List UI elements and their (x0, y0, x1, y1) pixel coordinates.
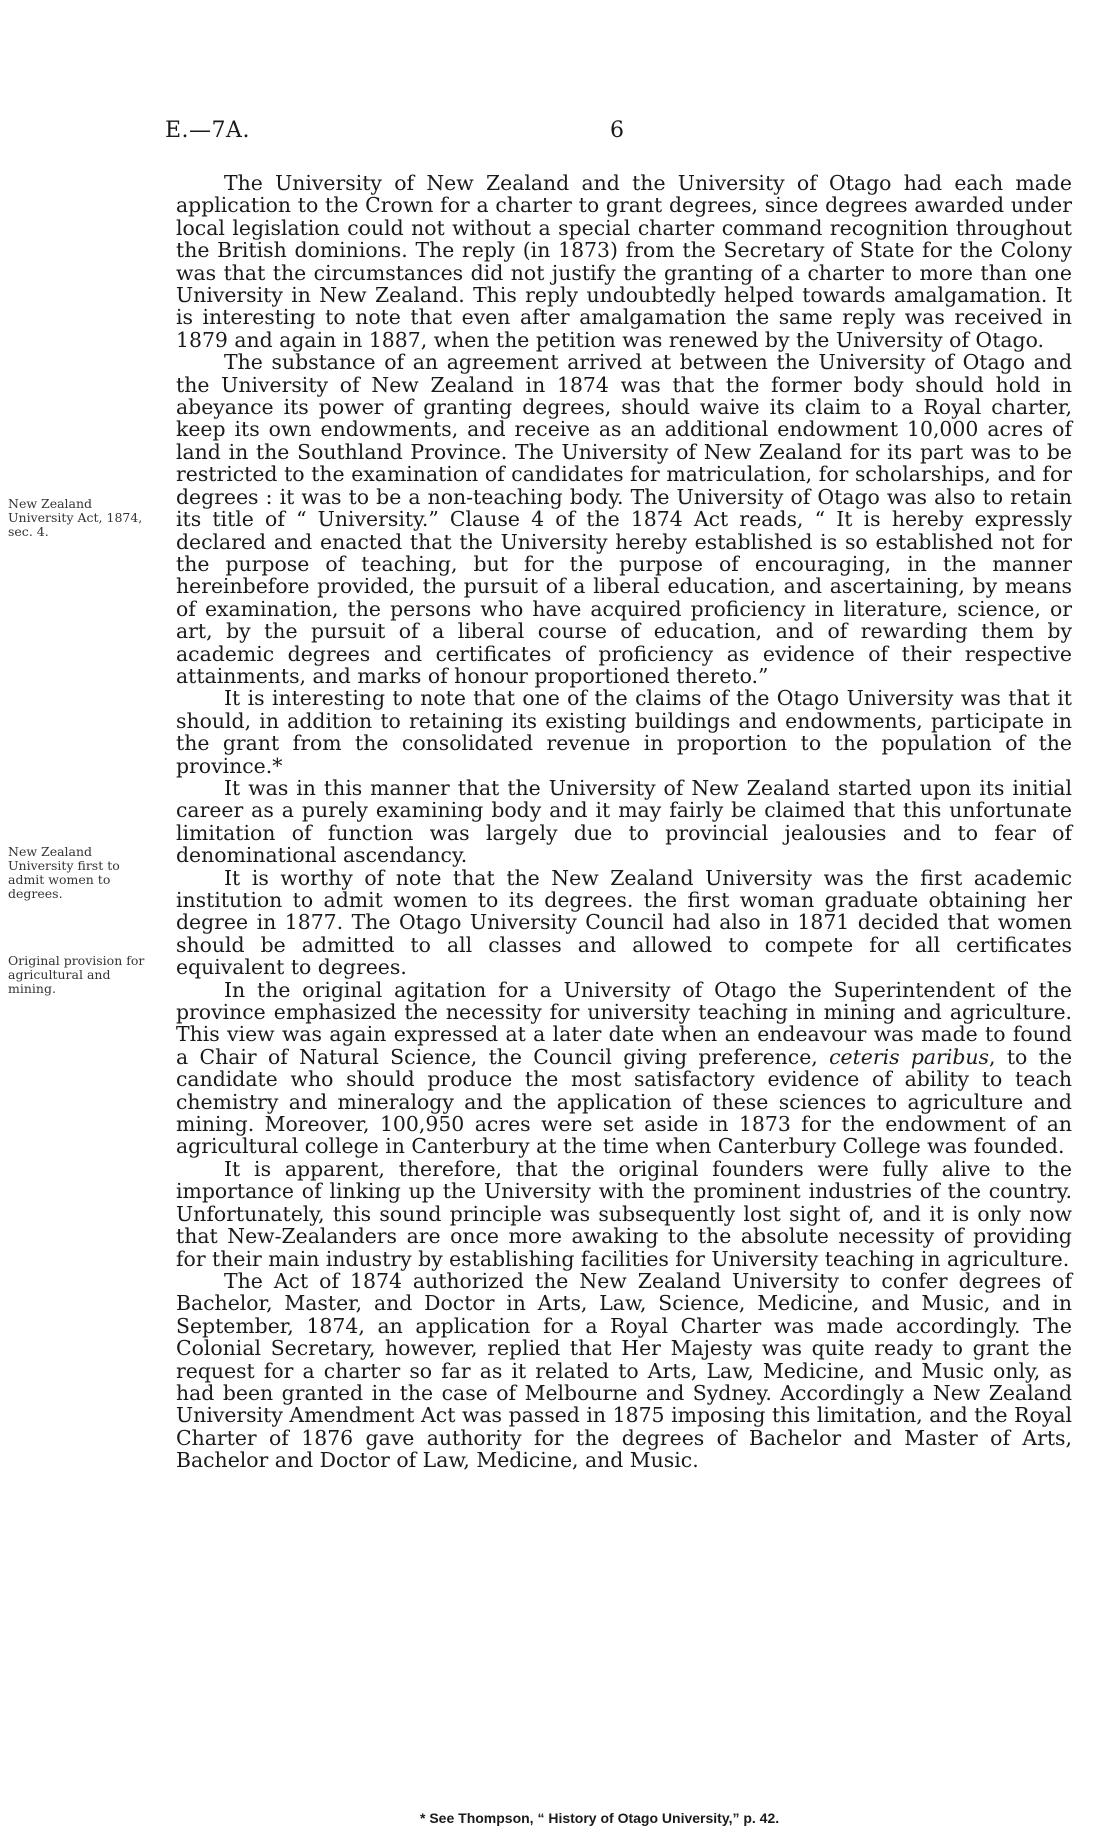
paragraph-act-1874: The Act of 1874 authorized the New Zealand University to confer degrees of Bachelor, Master, and Doctor in Arts, Law, Science, Medicine, and Music, and in September, 1874, an application for a Royal Charter was made accordingly. The Colonial Secretary, however, replied that Her Majesty was quite ready to grant the request for a charter so far as it related to Arts, Law, Medicine, and Music only, as had been granted in the case of Melbourne and Sydney. Accordingly a New Zealand University Amendment Act was passed in 1875 imposing this limitation, and the Royal Charter of 1876 gave authority for the degrees of Bachelor and Master of Arts, Bachelor and Doctor of Law, Medicine, and Music. (176, 1268, 1072, 1473)
paragraph-agriculture-text-after: , to the candidate who should produce the most satisfactory evidence of ability to teach chemistry and mineralogy and the application of these sciences to agriculture and mining. Moreover, 100,950 acres were set aside in 1873 for the endowment of an agricultural college in Canterbury at the time when Canterbury College was founded. (176, 1044, 1073, 1159)
paragraph-otago-claims: It is interesting to note that one of the claims of the Otago University was that it should, in addition to retaining its existing buildings and endowments, participate in the grant from the consolidated revenue in proportion to the population of the province.* (176, 686, 1072, 778)
paragraph-agreement: The substance of an agreement arrived at between the University of Otago and the University of New Zealand in 1874 was that the former body should hold in abeyance its power of granting degrees, should waive its claim to a Royal charter, keep its own endowments, and receive as an additional endowment 10,000 acres of land in the Southland Province. The University of New Zealand for its part was to be restricted to the examination of candidates for matriculation, for scholarships, and for degrees : it was to be a non-teaching body. The University of Otago was also to retain its title of “ University.” Clause 4 of the 1874 Act reads, “ It is hereby expressly declared and enacted that the University hereby established is so established not for the purpose of teaching, but for the purpose of encouraging, in the manner hereinbefore provided, the pursuit of a liberal education, and ascertaining, by means of examination, the persons who have acquired proficiency in literature, science, or art, by the pursuit of a liberal course of education, and of rewarding them by academic degrees and certificates of proficiency as evidence of their respective attainments, and marks of honour proportioned thereto.” (176, 350, 1072, 688)
main-text (176, 172, 1072, 1472)
margin-note-women-degrees: New Zealand University first to admit women to degrees. (8, 844, 120, 901)
paragraph-charter: The University of New Zealand and the University of Otago had each made application to the Crown for a charter to grant degrees, since degrees awarded under local legislation could not without a special charter command recognition throughout the British dominions. The reply (in 1873) from the Secretary of State for the Colony was that the circumstances did not justify the granting of a charter to more than one University in New Zealand. This reply undoubtedly helped towards amalgamation. It is interesting to note that even after amalgamation the same reply was received in 1879 and again in 1887, when the petition was renewed by the University of Otago. (176, 171, 1072, 352)
latin-phrase: ceteris paribus (829, 1044, 990, 1069)
paragraph-agriculture (176, 979, 1072, 1158)
paragraph-agriculture-text-before: In the original agitation for a University of Otago the Superintendent of the province emphasized the necessity for university teaching in mining and agriculture. This view was again expressed at a later date when an endeavour was made to found a Chair of Natural Science, the Council giving preference, (176, 977, 1072, 1069)
paragraph-examining-body: It was in this manner that the University of New Zealand started upon its initial career as a purely examining body and it may fairly be claimed that this unfortunate limitation of function was largely due to provincial jealousies and to fear of denominational ascendancy. (176, 775, 1072, 868)
document-code: E.—7A. (165, 118, 250, 143)
paragraph-founders: It is apparent, therefore, that the original founders were fully alive to the importance of linking up the University with the prominent industries of the country. Unfortunately, this sound principle was subsequently lost sight of, and it is only now that New-Zealanders are once more awaking to the absolute necessity of providing for their main industry by establishing facilities for University teaching in agriculture. (176, 1156, 1072, 1271)
footnote: * See Thompson, “ History of Otago University,” p. 42. (420, 1810, 780, 1826)
paragraph-women: It is worthy of note that the New Zealand University was the first academic institution to admit women to its degrees. the first woman graduate obtaining her degree in 1877. The Otago University Council had also in 1871 decided that women should be admitted to all classes and allowed to compete for all certificates equivalent to degrees. (176, 865, 1072, 980)
margin-note-university-act: New Zealand University Act, 1874, sec. 4. (8, 496, 143, 539)
page-number: 6 (610, 118, 624, 143)
margin-note-agriculture-mining: Original provision for agricultural and mining. (8, 953, 145, 996)
